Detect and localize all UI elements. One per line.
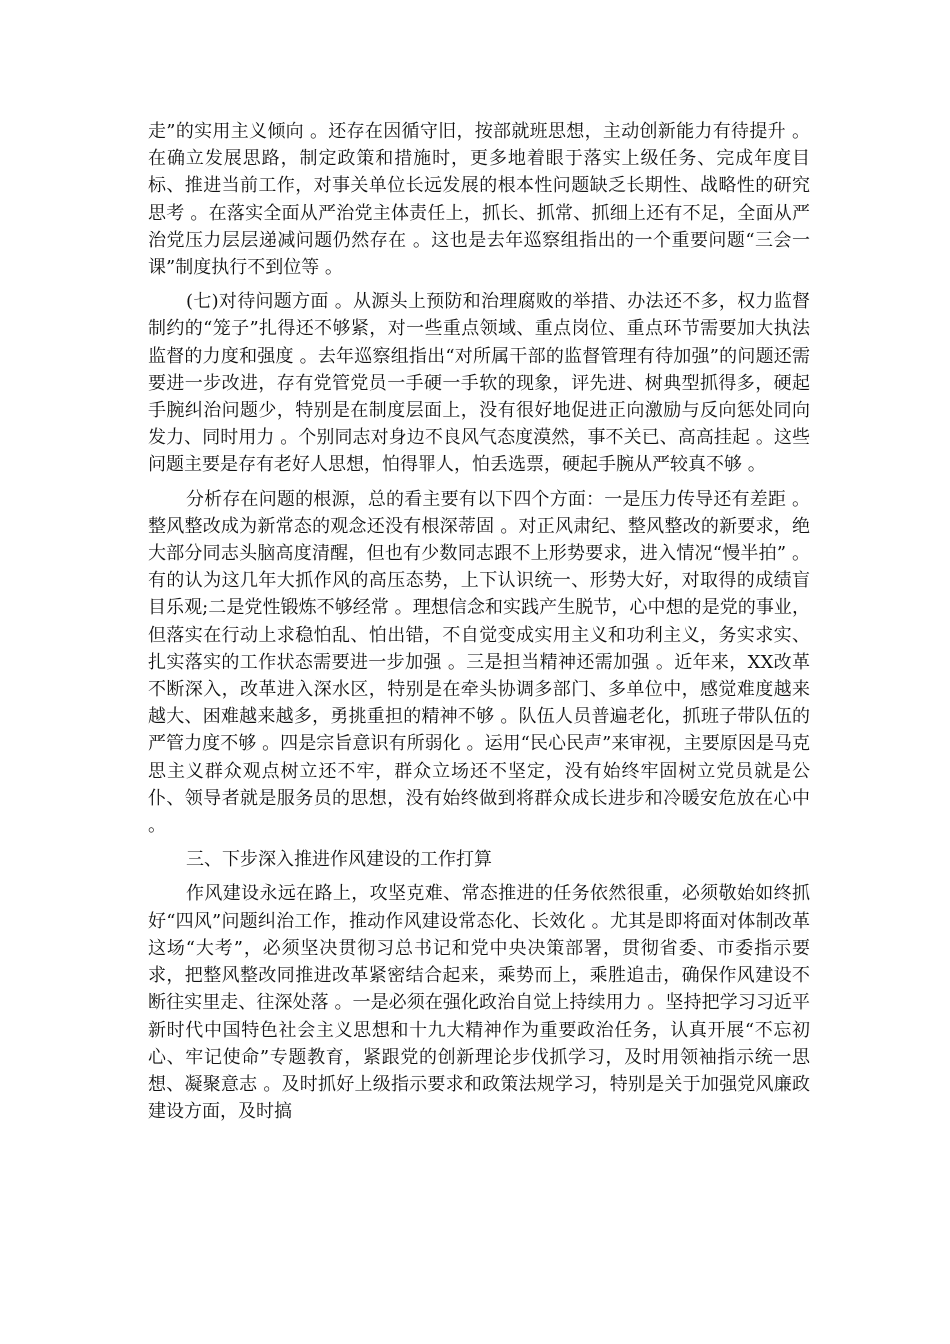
paragraph-root-cause-analysis: 分析存在问题的根源，总的看主要有以下四个方面：一是压力传导还有差距 。整风整改成为新常态的观念还没有根深蒂固 。对正风肃纪、整风整改的新要求，绝大部分同志头脑高度清醒，但也有少数同志跟不上形势要求，进入情况“慢半拍” 。有的认为这几年大抓作风的高压态势，上下认识统一、形势大好，对取得的成绩盲目乐观;二是党性锻炼不够经常 。理想信念和实践产生脱节，心中想的是党的事业，但落实在行动上求稳怕乱、怕出错，不自觉变成实用主义和功利主义，务实求实、扎实落实的工作状态需要进一步加强 。三是担当精神还需加强 。近年来，XX改革不断深入，改革进入深水区，特别是在牵头协调多部门、多单位中，感觉难度越来越大、困难越来越多，勇挑重担的精神不够 。队伍人员普遍老化，抓班子带队伍的严管力度不够 。四是宗旨意识有所弱化 。运用“民心民声”来审视，主要原因是马克思主义群众观点树立还不牢，群众立场还不坚定，没有始终牢固树立党员就是公仆、领导者就是服务员的思想，没有始终做到将群众成长进步和冷暖安危放在心中 。 xyxy=(148,488,810,837)
paragraph-continuation: 走”的实用主义倾向 。还存在因循守旧，按部就班思想，主动创新能力有待提升 。在确立发展思路，制定政策和措施时，更多地着眼于落实上级任务、完成年度目标、推进当前工作，对事关单位长远发展的根本性问题缺乏长期性、战略性的研究思考 。在落实全面从严治党主体责任上，抓长、抓常、抓细上还有不足，全面从严治党压力层层递减问题仍然存在 。这也是去年巡察组指出的一个重要问题“三会一课”制度执行不到位等 。 xyxy=(148,121,810,279)
paragraph-problem-attitude: (七)对待问题方面 。从源头上预防和治理腐败的举措、办法还不多，权力监督制约的“笼子”扎得还不够紧，对一些重点领域、重点岗位、重点环节需要加大执法监督的力度和强度 。去年巡察组指出“对所属干部的监督管理有待加强”的问题还需要进一步改进，存有党管党员一手硬一手软的现象，评先进、树典型抓得多，硬起手腕纠治问题少，特别是在制度层面上，没有很好地促进正向激励与反向惩处同向发力、同时用力 。个别同志对身边不良风气态度漠然，事不关已、高高挂起 。这些问题主要是存有老好人思想，怕得罪人，怕丢选票，硬起手腕从严较真不够 。 xyxy=(148,291,810,476)
section-heading: 三、下步深入推进作风建设的工作打算 xyxy=(186,849,492,871)
paragraph-work-plan: 作风建设永远在路上，攻坚克难、常态推进的任务依然很重，必须敬始如终抓好“四风”问题纠治工作，推动作风建设常态化、长效化 。尤其是即将面对体制改革这场“大考”，必须坚决贯彻习总书记和党中央决策部署，贯彻省委、市委指示要求，把整风整改同推进改革紧密结合起来，乘势而上，乘胜追击，确保作风建设不断往实里走、往深处落 。一是必须在强化政治自觉上持续用力 。坚持把学习习近平新时代中国特色社会主义思想和十九大精神作为重要政治任务，认真开展“不忘初心、牢记使命”专题教育，紧跟党的创新理论步伐抓学习，及时用领袖指示统一思想、凝聚意志 。及时抓好上级指示要求和政策法规学习，特别是关于加强党风廉政建设方面，及时搞 xyxy=(148,883,810,1123)
document-page xyxy=(148,118,810,1132)
